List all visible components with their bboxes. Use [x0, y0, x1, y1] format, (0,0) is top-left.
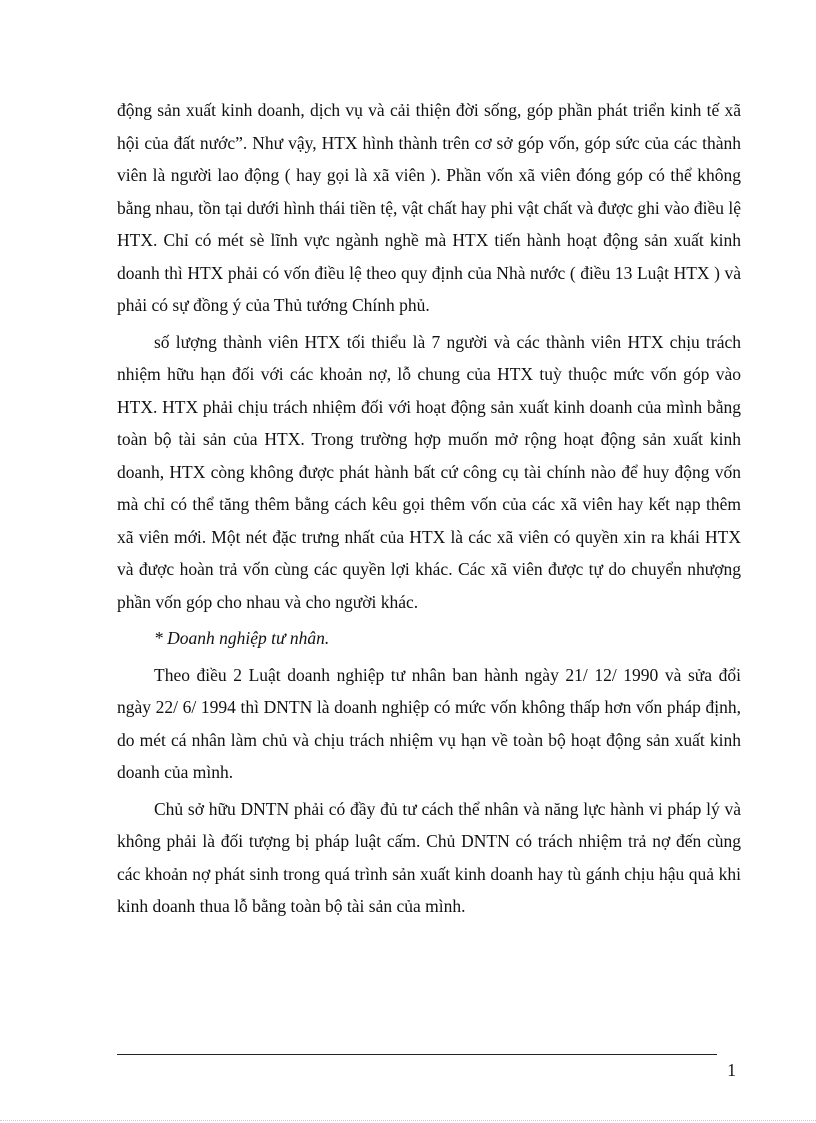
paragraph-private-enterprise-definition: Theo điều 2 Luật doanh nghiệp tư nhân ban hành ngày 21/ 12/ 1990 và sửa đổi ngày 22/ 6/ 1994 thì DNTN là doanh nghiệp có mức vốn không thấp hơn vốn pháp định, do mét cá nhân làm chủ và chịu trách nhiệm vụ hạn về toàn bộ hoạt động sản xuất kinh doanh của mình.: [117, 664, 741, 782]
page-bottom-edge: [0, 1120, 816, 1121]
section-heading-private-enterprise: * Doanh nghiệp tư nhân.: [154, 628, 330, 648]
paragraph-private-enterprise-owner: Chủ sở hữu DNTN phải có đầy đủ tư cách thể nhân và năng lực hành vi pháp lý và không phải là đối tượng bị pháp luật cấm. Chủ DNTN có trách nhiệm trả nợ đến cùng các khoản nợ phát sinh trong quá trình sản xuất kinh doanh hay tù gánh chịu hậu quả khi kinh doanh thua lỗ bằng toàn bộ tài sản của mình.: [117, 798, 741, 916]
page-number: 1: [727, 1060, 736, 1080]
paragraph-htx-capital-continued: động sản xuất kinh doanh, dịch vụ và cải thiện đời sống, góp phần phát triển kinh tế xã hội của đất nước”. Như vậy, HTX hình thành trên cơ sở góp vốn, góp sức của các thành viên là người lao động ( hay gọi là xã viên ). Phần vốn xã viên đóng góp có thể không bằng nhau, tồn tại dưới hình thái tiền tệ, vật chất hay phi vật chất và được ghi vào điều lệ HTX. Chỉ có mét sè lĩnh vực ngành nghề mà HTX tiến hành hoạt động sản xuất kinh doanh thì HTX phải có vốn điều lệ theo quy định của Nhà nước ( điều 13 Luật HTX ) và phải có sự đồng ý của Thủ tướng Chính phủ.: [117, 100, 741, 315]
footer-divider: [117, 1054, 717, 1055]
paragraph-htx-members: số lượng thành viên HTX tối thiểu là 7 người và các thành viên HTX chịu trách nhiệm hữu hạn đối với các khoản nợ, lỗ chung của HTX tuỳ thuộc mức vốn góp vào HTX. HTX phải chịu trách nhiệm đối với hoạt động sản xuất kinh doanh của mình bằng toàn bộ tài sản của HTX. Trong trường hợp muốn mở rộng hoạt động sản xuất kinh doanh, HTX còng không được phát hành bất cứ công cụ tài chính nào để huy động vốn mà chỉ có thể tăng thêm bằng cách kêu gọi thêm vốn của các xã viên hay kết nạp thêm xã viên mới. Một nét đặc trưng nhất của HTX là các xã viên có quyền xin ra khái HTX và được hoàn trả vốn cùng các quyền lợi khác. Các xã viên được tự do chuyển nhượng phần vốn góp cho nhau và cho người khác.: [117, 331, 741, 612]
document-body: [117, 94, 741, 923]
